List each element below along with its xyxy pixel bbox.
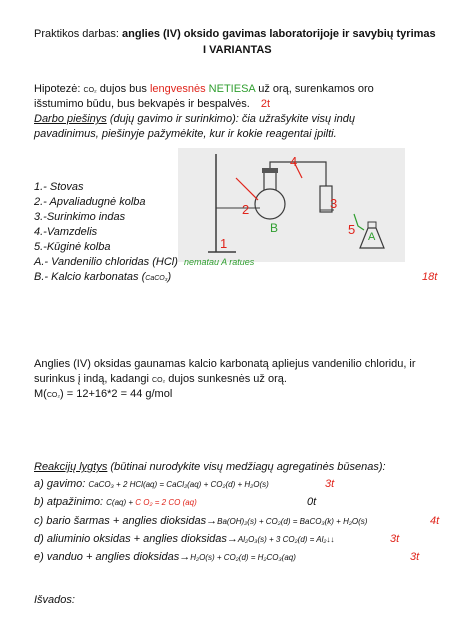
conclusions-heading: Išvados: [34,594,75,606]
hypothesis-line-2: išstumimo būdu, bus bekvapės ir bespalvės. 2t [34,98,271,110]
label-1: 1 [220,236,228,251]
label-5: 5 [348,222,356,237]
equipment-item-3: 3.-Surinkimo indas [34,211,126,223]
equipment-item-B: B.- Kalcio karbonatas (CaCO₃) [34,271,172,283]
reaction-b-score: 0t [307,496,317,508]
title-topic: anglies (IV) oksido gavimas laboratorijoje ir savybių tyrimas [122,28,436,40]
reaction-a-formula: CaCO₃ + 2 HCl(aq) = CaCl₂(aq) + CO₂(d) + H₂O(s) [88,480,269,489]
hypothesis-text-b: už orą, surenkamos oro [255,83,374,95]
drawing-instruction-2: pavadinimus, piešinyje pažymėkite, kur ir kokie reagentai įpilti. [34,128,337,140]
molar-mass-line: M(CO₂) = 12+16*2 = 44 g/mol [34,388,173,400]
hypothesis-correction: NETIESA [208,83,256,95]
hypothesis-text-a: dujos bus [96,83,150,95]
reaction-a: a) gavimo: CaCO₃ + 2 HCl(aq) = CaCl₂(aq) + CO₂(d) + H₂O(s) [34,478,269,490]
reaction-c: c) bario šarmas + anglies dioksidas→Ba(OH)₂(s) + CO₂(d) = BaCO₃(k) + H₂O(s) [34,515,368,527]
hypothesis-line [34,83,374,95]
teacher-note-A: nematau A ratues [183,257,255,267]
equipment-item-2: 2.- Apvaliadugnė kolba [34,196,146,208]
equipment-item-1: 1.- Stovas [34,181,84,193]
label-A: A [368,231,376,243]
label-4: 4 [290,154,298,169]
apparatus-drawing-photo [178,148,405,262]
hypothesis-co2: CO₂ [83,87,97,94]
reaction-e-formula: H₂O(s) + CO₂(d) = H₂CO₃(aq) [190,553,296,562]
equipment-score: 18t [422,271,438,283]
variant-title: I VARIANTAS [203,44,272,56]
hypothesis-score: 2t [260,98,271,110]
reaction-a-score: 3t [325,478,335,490]
reaction-c-formula: Ba(OH)₂(s) + CO₂(d) = BaCO₃(k) + H₂O(s) [217,517,368,526]
apparatus-sketch [178,148,405,262]
reaction-c-score: 4t [430,515,440,527]
reaction-e-score: 3t [410,551,420,563]
reaction-d: d) aliuminio oksidas + anglies dioksidas→Al₂O₃(s) + 3 CO₂(d) = Al₂↓↓ [34,533,335,545]
reaction-e: e) vanduo + anglies dioksidas→H₂O(s) + CO₂(d) = H₂CO₃(aq) [34,551,296,563]
label-3: 3 [330,196,338,211]
equipment-item-A: A.- Vandenilio chloridas (HCl) nematau A ratues [34,256,255,268]
equipment-item-5: 5.-Kūginė kolba [34,241,111,253]
production-line-1: Anglies (IV) oksidas gaunamas kalcio karbonatą apliejus vandenilio chloridu, ir [34,358,416,370]
hypothesis-label: Hipotezė: [34,83,84,95]
reactions-heading: Reakcijų lygtys (būtinai nurodykite visų medžiagų agregatinės būsenas): [34,461,386,473]
reaction-d-formula: Al₂O₃(s) + 3 CO₂(d) = Al₂↓↓ [237,535,335,544]
reaction-b: b) atpažinimo: C(aq) + C O₂ = 2 CO (aq) [34,496,197,508]
production-line-2: surinkus į indą, kadangi CO₂ dujos sunkesnės už orą. [34,373,287,385]
drawing-heading: Darbo piešinys [34,113,107,125]
reaction-d-score: 3t [390,533,400,545]
worksheet-title [34,28,436,40]
label-2: 2 [242,202,250,217]
equipment-item-4: 4.-Vamzdelis [34,226,98,238]
drawing-instruction: Darbo piešinys (dujų gavimo ir surinkimo): čia užrašykite visų indų [34,113,355,125]
reaction-b-formula-correction: C O₂ = 2 CO (aq) [135,498,197,507]
title-prefix: Praktikos darbas: [34,28,123,40]
hypothesis-heavier: lengvesnės [149,83,206,95]
label-B: B [270,221,279,235]
